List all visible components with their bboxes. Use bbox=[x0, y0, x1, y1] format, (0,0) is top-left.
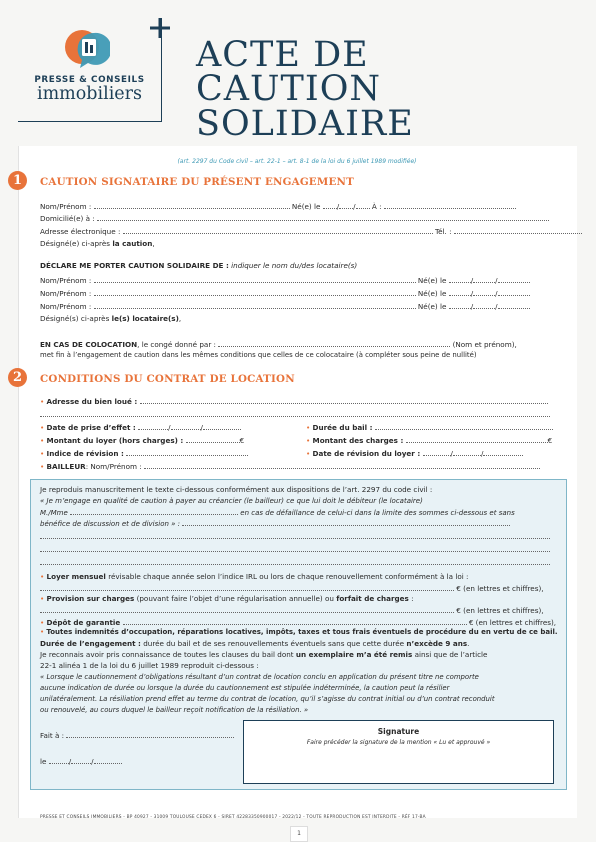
locataire-month-field[interactable] bbox=[473, 275, 495, 283]
locataire-day-field[interactable] bbox=[449, 288, 471, 296]
label: Nom/Prénom : bbox=[40, 276, 92, 285]
label: Nom/Prénom : bbox=[40, 302, 92, 311]
engagement-quote-line3 bbox=[40, 518, 510, 529]
label: Dépôt de garantie bbox=[46, 618, 121, 627]
text: révisable chaque année selon l’indice IRL ou lors de chaque renouvellement conformément à la loi : bbox=[108, 572, 469, 581]
text: Désigné(s) ci-après bbox=[40, 314, 110, 323]
bullet-icon: • bbox=[40, 628, 45, 636]
label: Domicilié(e) à : bbox=[40, 214, 95, 223]
date-revision-month-field[interactable] bbox=[453, 448, 481, 456]
domicile-field[interactable] bbox=[97, 213, 549, 221]
page-number: 1 bbox=[290, 826, 308, 842]
text: . bbox=[467, 639, 470, 648]
debtor-name-field[interactable] bbox=[70, 507, 238, 515]
duree-bail-row bbox=[306, 422, 553, 432]
label: Durée de l’engagement : bbox=[40, 639, 141, 648]
locataire-year-field[interactable] bbox=[498, 275, 530, 283]
email-field[interactable] bbox=[123, 226, 433, 234]
handwritten-line bbox=[40, 531, 550, 541]
locataires-designe-row bbox=[40, 314, 181, 323]
loyer-mensuel-row bbox=[40, 572, 468, 581]
email-row bbox=[40, 226, 582, 236]
bullet-icon: • bbox=[40, 572, 45, 581]
adresse-row-2 bbox=[40, 409, 550, 419]
declare-row bbox=[40, 261, 357, 270]
colocation-heading: EN CAS DE COLOCATION bbox=[40, 340, 138, 349]
text-bold: Toutes indemnités d’occupation, réparations locatives, impôts, taxes et tous frais éventuels de procédure du en vertu de ce bail. bbox=[46, 628, 558, 636]
section-2-title: CONDITIONS DU CONTRAT DE LOCATION bbox=[40, 373, 295, 385]
bullet-icon: • bbox=[40, 449, 45, 458]
text: bénéfice de discussion et de division » : bbox=[40, 520, 181, 528]
locataire-month-field[interactable] bbox=[473, 301, 495, 309]
text: durée du bail et de ses renouvellements éventuels sans que cette durée bbox=[143, 639, 405, 648]
law-quote-line3: unilatéralement. La résiliation prend effet au terme du contrat de location, qu’il s’agisse du contrat initial ou d’un contrat reconduit bbox=[40, 695, 495, 703]
text-bold: un exemplaire m’a été remis bbox=[295, 650, 413, 659]
declare-hint: indiquer le nom du/des locataire(s) bbox=[231, 261, 358, 270]
engagement-quote-line1: « Je m’engage en qualité de caution à payer au créancier (le bailleur) ce que lui doit le débiteur (le locataire) bbox=[40, 497, 423, 505]
text: , le congé donné par : bbox=[137, 340, 216, 349]
label: À : bbox=[371, 202, 382, 211]
euro-sign: € bbox=[239, 436, 245, 445]
brand-name-line2: immobiliers bbox=[36, 84, 143, 104]
montant-charges-row bbox=[306, 435, 552, 445]
colocataire-name-field[interactable] bbox=[218, 339, 450, 347]
locataire-name-field[interactable] bbox=[94, 301, 416, 309]
fait-a-field[interactable] bbox=[66, 730, 234, 738]
loyer-amount-row bbox=[40, 583, 544, 593]
montant-loyer-field[interactable] bbox=[186, 435, 240, 443]
provision-amount-row bbox=[40, 605, 544, 615]
handwritten-line bbox=[40, 544, 550, 554]
bullet-icon: • bbox=[306, 449, 311, 458]
locataire-row: Nom/Prénom : Né(e) le / / bbox=[40, 288, 530, 298]
locataire-month-field[interactable] bbox=[473, 288, 495, 296]
text: M./Mme bbox=[40, 509, 68, 517]
logo-icon bbox=[64, 27, 110, 69]
duree-bail-field[interactable] bbox=[375, 422, 553, 430]
law-quote-line2: aucune indication de durée ou lorsque la durée du cautionnement est stipulée indéterminée, la caution peut la résilier bbox=[40, 684, 450, 692]
label: Né(e) le bbox=[417, 302, 447, 311]
section-1-number: 1 bbox=[8, 171, 27, 190]
birth-year-field[interactable] bbox=[356, 201, 370, 209]
text: € (en lettres et chiffres), bbox=[456, 584, 544, 593]
text: € (en lettres et chiffres), bbox=[468, 618, 557, 627]
text: (Nom et prénom), bbox=[452, 340, 517, 349]
montant-loyer-row bbox=[40, 435, 244, 445]
birth-month-field[interactable] bbox=[339, 201, 353, 209]
bullet-icon: • bbox=[40, 436, 45, 445]
label: Provision sur charges bbox=[46, 594, 135, 603]
handwritten-field[interactable] bbox=[40, 531, 550, 539]
locataire-year-field[interactable] bbox=[498, 288, 530, 296]
label: : Nom/Prénom : bbox=[85, 462, 142, 471]
footer-text: PRESSE ET CONSEILS IMMOBILIERS - BP 40927 - 31009 TOULOUSE CEDEX 6 - SIRET 42283350900017 - 2022/12 - TOUTE REPRODUCTION EST INTERDITE - RÉF 17-BA bbox=[40, 815, 426, 820]
handwritten-line bbox=[40, 557, 550, 567]
section-1-title: CAUTION SIGNATAIRE DU PRÉSENT ENGAGEMENT bbox=[40, 176, 354, 188]
text: Désigné(e) ci-après bbox=[40, 239, 111, 248]
text: en cas de défaillance de celui-ci dans la limite des sommes ci-dessous et sans bbox=[240, 509, 515, 517]
birth-day-field[interactable] bbox=[323, 201, 337, 209]
handwritten-field[interactable] bbox=[40, 557, 550, 565]
date-revision-year-field[interactable] bbox=[483, 448, 523, 456]
depot-amount-field[interactable] bbox=[123, 617, 467, 625]
provision-amount-field[interactable] bbox=[40, 605, 454, 613]
text: € (en lettres et chiffres), bbox=[456, 606, 544, 615]
section-2-number: 2 bbox=[8, 368, 27, 387]
bullet-icon: • bbox=[40, 594, 45, 603]
locataire-day-field[interactable] bbox=[449, 301, 471, 309]
bailleur-field[interactable] bbox=[144, 461, 540, 469]
law-reference: (art. 2297 du Code civil – art. 22-1 – art. 8-1 de la loi du 6 juillet 1989 modifiée) bbox=[177, 158, 417, 165]
bullet-icon: • bbox=[306, 423, 311, 432]
label: Durée du bail : bbox=[312, 423, 373, 432]
text-bold: le(s) locataire(s) bbox=[111, 314, 179, 323]
reconnais-row bbox=[40, 650, 487, 659]
label: Indice de révision : bbox=[46, 449, 124, 458]
handwritten-field[interactable] bbox=[40, 544, 550, 552]
signature-instruction: Faire précéder la signature de la mention « Lu et approuvé » bbox=[306, 739, 491, 746]
document-title-line2: CAUTION SOLIDAIRE bbox=[196, 69, 414, 144]
engagement-quote-line2 bbox=[40, 507, 515, 518]
law-quote-line1: « Lorsque le cautionnement d’obligations résultant d’un contrat de location conclu en application du présent titre ne comporte bbox=[40, 673, 479, 681]
label: Né(e) le bbox=[417, 276, 447, 285]
indice-row bbox=[40, 448, 248, 458]
domicile-row bbox=[40, 213, 549, 223]
text: , bbox=[152, 239, 155, 248]
indice-field[interactable] bbox=[126, 448, 248, 456]
phone-field[interactable] bbox=[454, 226, 582, 234]
signature-day-field[interactable] bbox=[49, 756, 69, 764]
label: Adresse électronique : bbox=[40, 227, 121, 236]
locataire-row: Nom/Prénom : Né(e) le / / bbox=[40, 275, 530, 285]
indemnites-row bbox=[40, 628, 558, 637]
birth-place-field[interactable] bbox=[384, 201, 516, 209]
date-revision-day-field[interactable] bbox=[423, 448, 451, 456]
caution-name-row: Nom/Prénom : Né(e) le / / À : bbox=[40, 201, 516, 211]
bailleur-row bbox=[40, 461, 540, 471]
text: (pouvant faire l’objet d’une régularisation annuelle) ou bbox=[136, 594, 334, 603]
colocation-line2: met fin à l’engagement de caution dans les mêmes conditions que celles de ce colocataire (à compléter sous peine de nullité) bbox=[40, 351, 477, 359]
date-prise-month-field[interactable] bbox=[171, 422, 201, 430]
colocation-row bbox=[40, 339, 517, 349]
bullet-icon: • bbox=[40, 462, 45, 471]
label: Né(e) le bbox=[417, 289, 447, 298]
plus-icon bbox=[150, 18, 170, 38]
document-title-line1: ACTE DE bbox=[196, 35, 369, 75]
text-bold: n’excède 9 ans bbox=[406, 639, 468, 648]
date-revision-row: • Date de révision du loyer : / / bbox=[306, 448, 523, 458]
label: BAILLEUR bbox=[46, 462, 86, 471]
bullet-icon: • bbox=[40, 397, 45, 406]
duree-engagement-row bbox=[40, 639, 469, 648]
bullet-icon: • bbox=[40, 618, 45, 627]
adresse-row bbox=[40, 396, 548, 406]
label: Nom/Prénom : bbox=[40, 202, 92, 211]
locataire-day-field[interactable] bbox=[449, 275, 471, 283]
date-signature-row: le / / bbox=[40, 756, 122, 766]
label: Date de révision du loyer : bbox=[312, 449, 421, 458]
date-prise-year-field[interactable] bbox=[203, 422, 241, 430]
reconnais-line2: 22-1 alinéa 1 de la loi du 6 juillet 1989 reproduit ci-dessous : bbox=[40, 661, 259, 670]
signature-title: Signature bbox=[377, 727, 420, 736]
locataire-name-field[interactable] bbox=[94, 275, 416, 283]
locataire-row: Nom/Prénom : Né(e) le / / bbox=[40, 301, 530, 311]
caution-name-field[interactable] bbox=[94, 201, 290, 209]
label: Adresse du bien loué : bbox=[46, 397, 138, 406]
text: : bbox=[411, 594, 414, 603]
adresse-field[interactable] bbox=[140, 396, 548, 404]
text-bold: la caution bbox=[112, 239, 153, 248]
locataire-year-field[interactable] bbox=[498, 301, 530, 309]
label: Tél. : bbox=[434, 227, 452, 236]
euro-sign: € bbox=[547, 436, 553, 445]
brand-name-line1: PRESSE & CONSEILS bbox=[34, 75, 145, 85]
label: Montant du loyer (hors charges) : bbox=[46, 436, 184, 445]
locataire-name-field[interactable] bbox=[94, 288, 416, 296]
declare-heading: DÉCLARE ME PORTER CAUTION SOLIDAIRE DE : bbox=[40, 261, 229, 270]
label: Loyer mensuel bbox=[46, 572, 106, 581]
label: Nom/Prénom : bbox=[40, 289, 92, 298]
montant-charges-field[interactable] bbox=[406, 435, 548, 443]
handwritten-field[interactable] bbox=[182, 518, 510, 526]
label: le bbox=[40, 757, 47, 766]
signature-year-field[interactable] bbox=[94, 756, 122, 764]
provision-row bbox=[40, 594, 414, 603]
adresse-field-2[interactable] bbox=[40, 409, 550, 417]
loyer-amount-field[interactable] bbox=[40, 583, 454, 591]
label: Montant des charges : bbox=[312, 436, 404, 445]
text: Je reconnais avoir pris connaissance de toutes les clauses du bail dont bbox=[40, 650, 294, 659]
text: ainsi que de l’article bbox=[414, 650, 488, 659]
designe-row bbox=[40, 239, 155, 248]
signature-box[interactable] bbox=[243, 720, 554, 784]
bullet-icon: • bbox=[40, 423, 45, 432]
date-prise-day-field[interactable] bbox=[138, 422, 168, 430]
text: , bbox=[178, 314, 182, 323]
label: Fait à : bbox=[40, 731, 65, 740]
label: forfait de charges bbox=[336, 594, 409, 603]
bullet-icon: • bbox=[306, 436, 311, 445]
label: Date de prise d’effet : bbox=[46, 423, 136, 432]
engagement-intro: Je reproduis manuscritement le texte ci-dessous conformément aux dispositions de l’art. 2297 du code civil : bbox=[40, 485, 433, 494]
date-prise-row: • Date de prise d’effet : / / bbox=[40, 422, 241, 432]
signature-month-field[interactable] bbox=[71, 756, 91, 764]
label: Né(e) le bbox=[291, 202, 321, 211]
fait-a-row bbox=[40, 730, 234, 740]
law-quote-line4: ou renouvelé, au cours duquel le bailleur reçoit notification de la résiliation. » bbox=[40, 706, 309, 714]
depot-row bbox=[40, 617, 556, 627]
